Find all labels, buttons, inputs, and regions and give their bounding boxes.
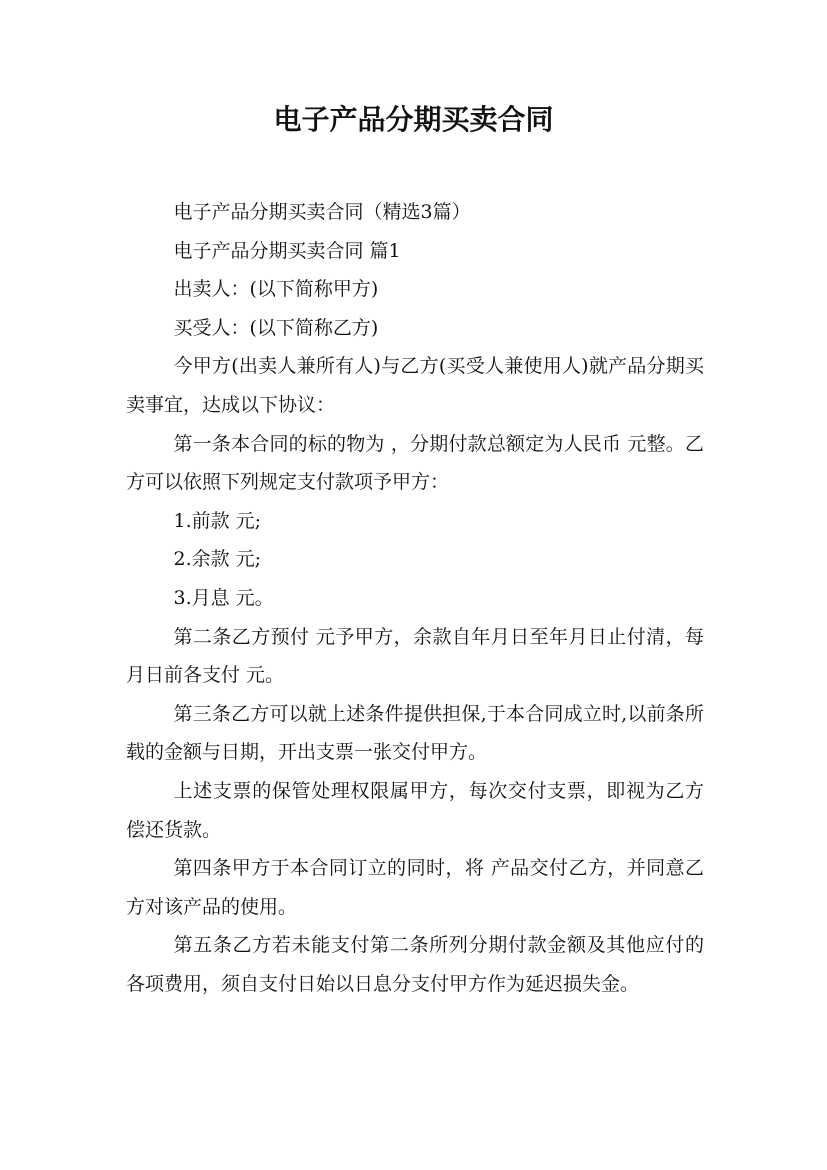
document-body [126,193,704,1003]
paragraph-subtitle: 电子产品分期买卖合同（精选3篇） [173,201,471,223]
paragraph-item-3: 3.月息 元。 [173,586,274,609]
paragraph-item-1: 1.前款 元; [173,509,262,532]
paragraph-preamble: 今甲方(出卖人兼所有人)与乙方(买受人兼使用人)就产品分期买卖事宜，达成以下协议： [126,355,704,416]
document-title: 电子产品分期买卖合同 [273,103,554,136]
paragraph-clause-5: 第五条乙方若未能支付第二条所列分期付款金额及其他应付的各项费用，须自支付日始以日息分支付甲方作为延迟损失金。 [126,934,704,995]
paragraph-clause-2: 第二条乙方预付 元予甲方，余款自年月日至年月日止付清，每月日前各支付 元。 [126,625,704,687]
paragraph-check-custody: 上述支票的保管处理权限属甲方，每次交付支票，即视为乙方偿还货款。 [126,779,704,841]
paragraph-seller: 出卖人：(以下简称甲方) [173,278,379,301]
paragraph-buyer: 买受人：(以下简称乙方) [173,316,379,339]
paragraph-article-heading: 电子产品分期买卖合同 篇1 [173,239,401,262]
paragraph-item-2: 2.余款 元; [173,548,262,571]
paragraph-clause-3: 第三条乙方可以就上述条件提供担保,于本合同成立时,以前条所载的金额与日期，开出支票一张交付甲方。 [126,702,704,764]
paragraph-clause-4: 第四条甲方于本合同订立的同时，将 产品交付乙方，并同意乙方对该产品的使用。 [126,857,704,918]
paragraph-clause-1: 第一条本合同的标的物为 ，分期付款总额定为人民币 元整。乙方可以依照下列规定支付款项予甲方： [126,432,704,494]
